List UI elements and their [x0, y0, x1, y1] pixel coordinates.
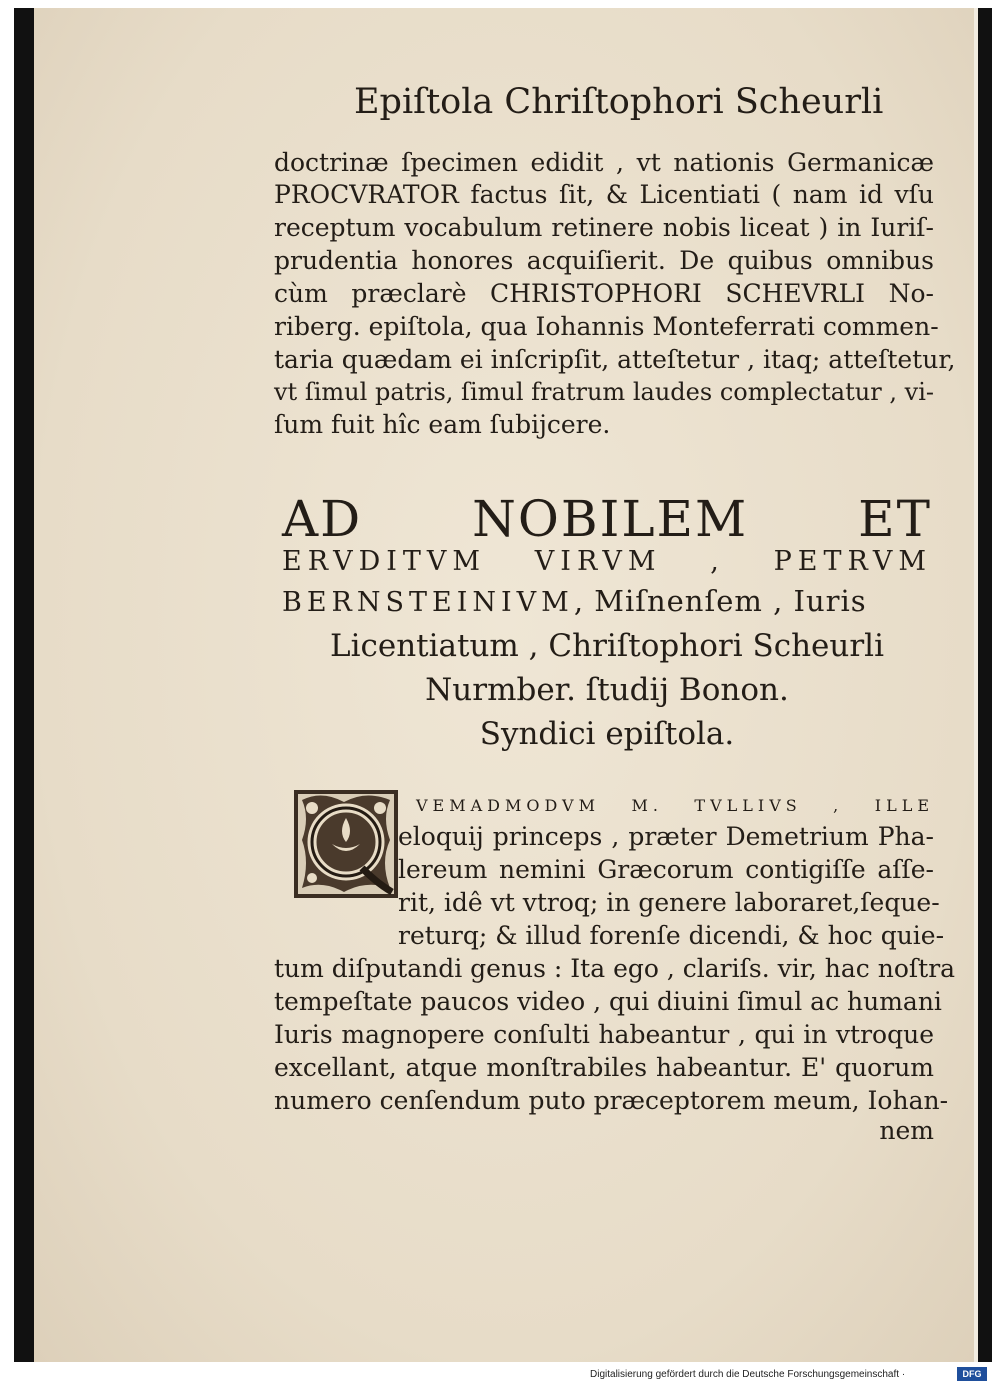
- body-line: tum diſputandi genus : Ita ego , clariſs. vir, hac noſtra: [274, 954, 956, 983]
- running-head: Epiſtola Chriſtophori Scheurli: [354, 82, 884, 122]
- intro-line: prudentia honores acquiſierit. De quibus omnibus: [274, 246, 934, 275]
- body-line: eloquij princeps , præter Demetrium Pha-: [398, 822, 934, 851]
- scan-frame: [14, 8, 992, 1362]
- body-line: tempeſtate paucos video , qui diuini ſimul ac humani: [274, 987, 942, 1016]
- intro-line: cùm præclarè CHRISTOPHORI SCHEVRLI No-: [274, 279, 934, 308]
- title-line-1: AD NOBILEM ET: [282, 490, 932, 548]
- body-line: VEMADMODVM M. TVLLIVS , ILLE: [416, 796, 934, 815]
- body-line: rit, idê vt vtroq; in genere laboraret,ſeque-: [398, 888, 940, 917]
- intro-line: taria quædam ei inſcripſit, atteſtetur , itaq; atteſtetur,: [274, 345, 956, 374]
- title-line-3-caps: BERNSTEINIVM: [282, 587, 574, 618]
- body-line: Iuris magnopere conſulti habeantur , qui in vtroque: [274, 1020, 934, 1049]
- body-line: excellant, atque monſtrabiles habeantur. E' quorum: [274, 1053, 934, 1082]
- body-line: returq; & illud forenſe dicendi, & hoc quie-: [398, 921, 945, 950]
- catchword: nem: [879, 1116, 934, 1145]
- book-page: [34, 8, 978, 1362]
- body-line: lereum nemini Græcorum contigiſſe aſſe-: [398, 855, 934, 884]
- ornamental-drop-cap-q-icon: [292, 788, 400, 900]
- intro-line: doctrinæ ſpecimen edidit , vt nationis Germanicæ: [274, 148, 934, 177]
- intro-line: vt ſimul patris, ſimul fratrum laudes complectatur , vi-: [274, 378, 934, 406]
- title-line-3-rest: , Miſnenſem , Iuris: [573, 584, 867, 618]
- title-line-2: ERVDITVM VIRVM , PETRVM: [282, 546, 932, 577]
- title-line-3: [282, 584, 932, 618]
- dfg-logo: DFG: [957, 1367, 987, 1381]
- title-line-4: Licentiatum , Chriſtophori Scheurli: [329, 628, 884, 664]
- title-line-5: Nurmber. ſtudij Bonon.: [425, 672, 789, 708]
- intro-line: ſum fuit hîc eam ſubijcere.: [274, 410, 611, 439]
- body-line: numero cenſendum puto præceptorem meum, Iohan-: [274, 1086, 949, 1115]
- intro-line: riberg. epiſtola, qua Iohannis Monteferrati commen-: [274, 312, 939, 341]
- digitization-credit: Digitalisierung gefördert durch die Deutsche Forschungsgemeinschaft ·: [590, 1369, 906, 1380]
- title-line-6: Syndici epiſtola.: [479, 716, 735, 752]
- intro-line: receptum vocabulum retinere nobis liceat ) in Iuriſ-: [274, 213, 934, 242]
- intro-line: PROCVRATOR factus ſit, & Licentiati ( nam id vſu: [274, 180, 934, 209]
- page-text: [34, 8, 978, 1362]
